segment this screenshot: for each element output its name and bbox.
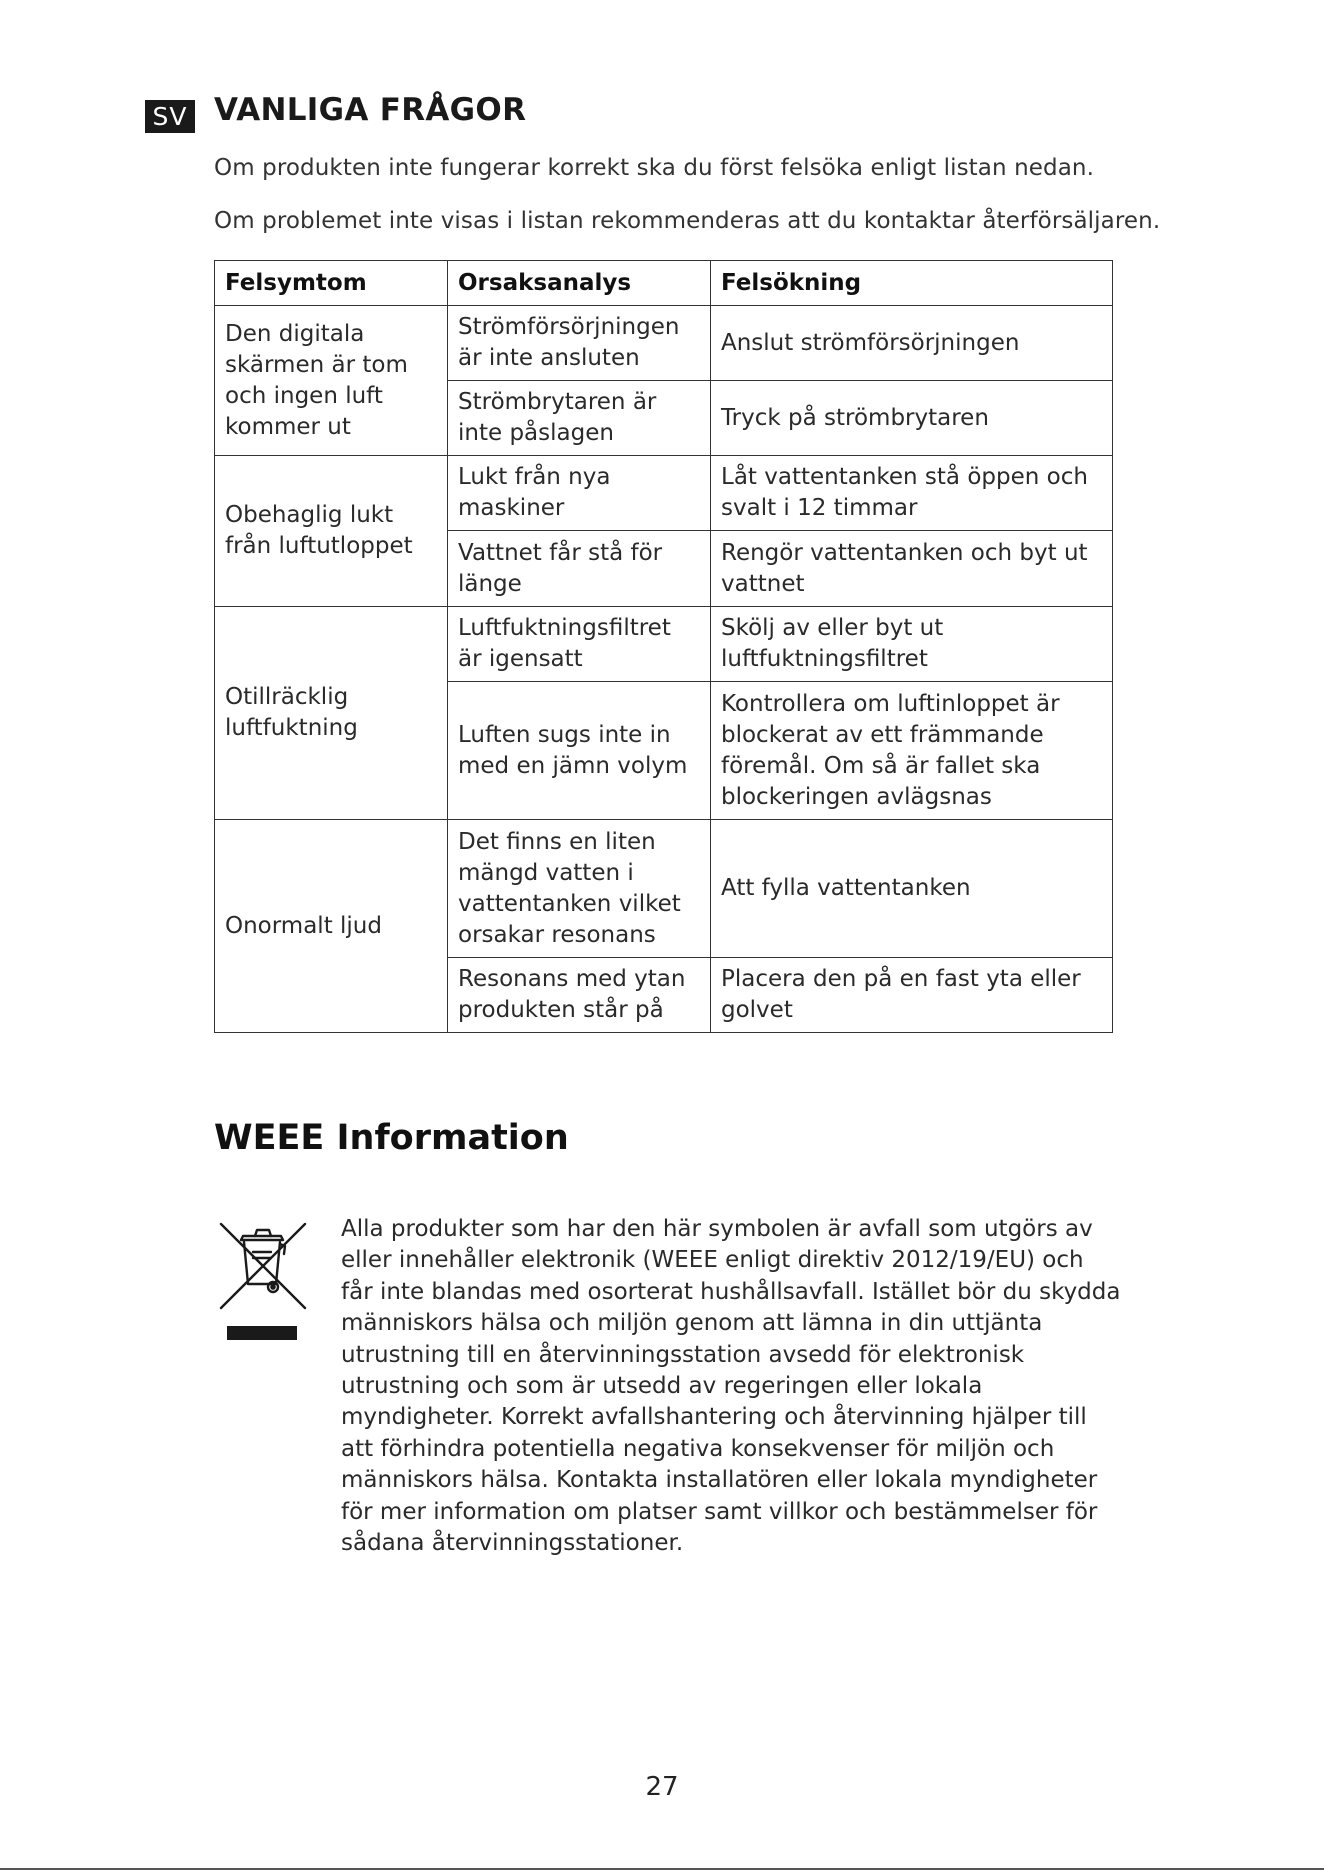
table-row (215, 306, 1113, 381)
cause-cell: Resonans med ytan produkten står på (448, 958, 711, 1033)
weee-title: WEEE Information (214, 1118, 569, 1158)
cause-cell: Vattnet får stå för länge (448, 531, 711, 607)
cause-cell: Strömbrytaren är inte påslagen (448, 381, 711, 456)
symptom-cell: Onormalt ljud (215, 820, 448, 1033)
header-cause: Orsaksanalys (448, 261, 711, 306)
symptom-cell: Otillräcklig luftfuktning (215, 607, 448, 820)
language-badge: SV (145, 100, 195, 133)
solution-cell: Skölj av eller byt ut luftfuktningsfiltret (711, 607, 1113, 682)
header-solution: Felsökning (711, 261, 1113, 306)
solution-cell: Att fylla vattentanken (711, 820, 1113, 958)
solution-cell: Anslut strömförsörjningen (711, 306, 1113, 381)
faq-title: VANLIGA FRÅGOR (214, 92, 527, 128)
crossed-out-wheelie-bin-icon (215, 1218, 311, 1342)
solution-cell: Placera den på en fast yta eller golvet (711, 958, 1113, 1033)
intro-line-2: Om problemet inte visas i listan rekommenderas att du kontaktar återförsäljaren. (214, 208, 1161, 234)
symptom-cell: Den digitala skärmen är tom och ingen luft kommer ut (215, 306, 448, 456)
intro-line-1: Om produkten inte fungerar korrekt ska du först felsöka enligt listan nedan. (214, 155, 1094, 181)
table-row (215, 607, 1113, 682)
table-row (215, 820, 1113, 958)
solution-cell: Kontrollera om luftinloppet är blockerat av ett främmande föremål. Om så är fallet ska blockeringen avlägsnas (711, 682, 1113, 820)
table-header-row (215, 261, 1113, 306)
cause-cell: Strömförsörjningen är inte ansluten (448, 306, 711, 381)
table-row (215, 456, 1113, 531)
page-number: 27 (645, 1772, 679, 1802)
cause-cell: Luften sugs inte in med en jämn volym (448, 682, 711, 820)
bottom-rule (0, 1868, 1324, 1870)
cause-cell: Det finns en liten mängd vatten i vattentanken vilket orsakar resonans (448, 820, 711, 958)
solution-cell: Tryck på strömbrytaren (711, 381, 1113, 456)
symptom-cell: Obehaglig lukt från luftutloppet (215, 456, 448, 607)
header-symptom: Felsymtom (215, 261, 448, 306)
solution-cell: Låt vattentanken stå öppen och svalt i 12 timmar (711, 456, 1113, 531)
faq-table (214, 260, 1113, 1033)
weee-paragraph: Alla produkter som har den här symbolen är avfall som utgörs av eller innehåller elektronik (WEEE enligt direktiv 2012/19/EU) och får inte blandas med osorterat hushållsavfall. Istället bör du skydda människors hälsa och miljön genom att lämna in din uttjänta utrustning till en återvinningsstation avsedd för elektronisk utrustning och som är utsedd av regeringen eller lokala myndigheter. Korrekt avfallshantering och återvinning hjälper till att förhindra potentiella negativa konsekvenser för miljön och människors hälsa. Kontakta installatören eller lokala myndigheter för mer information om platser samt villkor och bestämmelser för sådana återvinningsstationer. (341, 1216, 1121, 1557)
solution-cell: Rengör vattentanken och byt ut vattnet (711, 531, 1113, 607)
cause-cell: Lukt från nya maskiner (448, 456, 711, 531)
cause-cell: Luftfuktningsfiltret är igensatt (448, 607, 711, 682)
